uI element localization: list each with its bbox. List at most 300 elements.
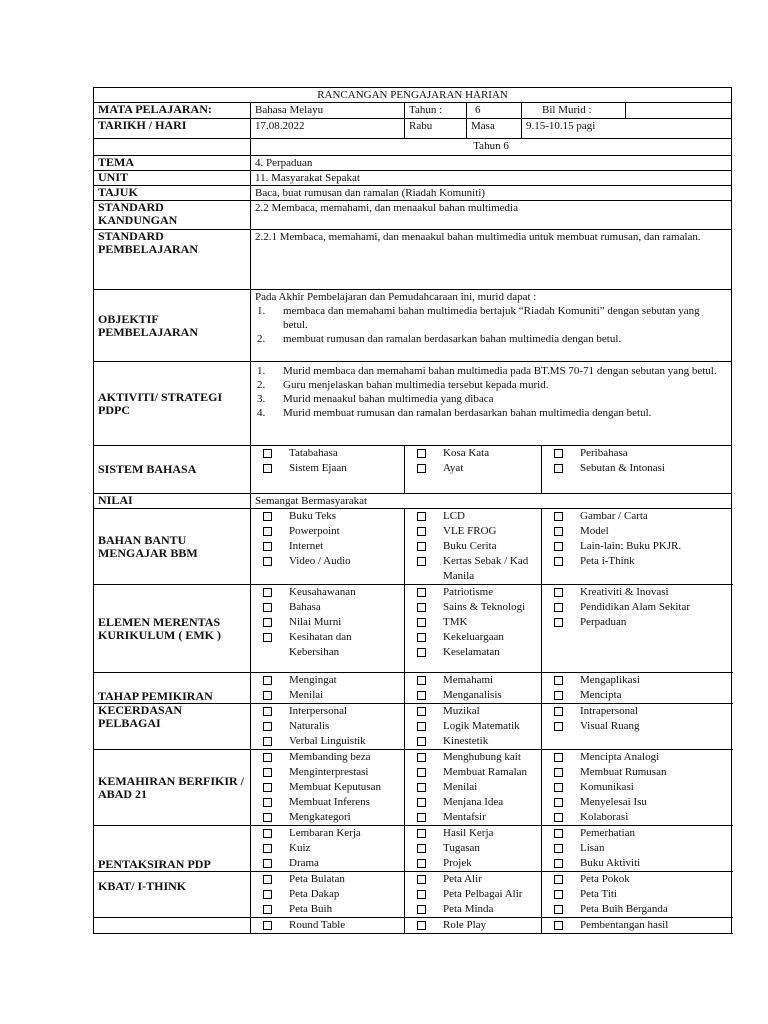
- checkbox-item-menilai[interactable]: [409, 780, 537, 795]
- emk-col1: [251, 585, 405, 673]
- checkbox-icon[interactable]: [417, 691, 426, 700]
- checkbox-item-sebutan-intonasi[interactable]: [546, 461, 727, 476]
- checkbox-label: Keselamatan: [443, 646, 500, 658]
- checkbox-item-kuiz[interactable]: [255, 841, 400, 856]
- checkbox-label: Membuat Inferens: [289, 796, 370, 808]
- aktiviti-item: [255, 378, 727, 392]
- nilai-value: Semangat Bermasyarakat: [251, 494, 732, 509]
- checkbox-icon[interactable]: [554, 588, 563, 597]
- checkbox-item-menginterprestasi[interactable]: [255, 765, 400, 780]
- checkbox-icon[interactable]: [417, 512, 426, 521]
- checkbox-icon[interactable]: [417, 798, 426, 807]
- document-title: RANCANGAN PENGAJARAN HARIAN: [94, 88, 732, 103]
- checkbox-label: Kosa Kata: [443, 447, 490, 459]
- aktiviti-cell: [251, 362, 732, 446]
- checkbox-label: Membuat Rumusan: [580, 766, 667, 778]
- checkbox-label: Intrapersonal: [580, 705, 639, 717]
- checkbox-icon[interactable]: [417, 813, 426, 822]
- kemahiran-label: KEMAHIRAN BERFIKIR / ABAD 21: [94, 750, 251, 826]
- checkbox-icon[interactable]: [417, 527, 426, 536]
- day-value: Rabu: [405, 119, 467, 139]
- checkbox-icon[interactable]: [417, 542, 426, 551]
- checkbox-label: Pembentangan hasil: [580, 919, 669, 931]
- checkbox-label: Memahami: [443, 674, 494, 686]
- checkbox-item-membuat-keputusan[interactable]: [255, 780, 400, 795]
- checkbox-item-naturalis[interactable]: [255, 719, 400, 734]
- checkbox-list: [255, 872, 400, 917]
- checkbox-label: Peta Buih: [289, 903, 333, 915]
- checkbox-label: Menganalisis: [443, 689, 502, 701]
- checkbox-list: [255, 704, 400, 749]
- checkbox-label: Kekeluargaan: [443, 631, 504, 643]
- checkbox-label: Tugasan: [443, 842, 480, 854]
- standard-kandungan-value: 2.2 Membaca, memahami, dan menaakul bahan multimedia: [251, 201, 732, 230]
- checkbox-item-video-audio[interactable]: [255, 554, 400, 569]
- checkbox-list: [546, 918, 727, 933]
- checkbox-icon[interactable]: [263, 618, 272, 627]
- objektif-item: [255, 304, 727, 332]
- extra-strategies-label-blank: [94, 918, 251, 934]
- checkbox-icon[interactable]: [554, 783, 563, 792]
- checkbox-item-mengaplikasi[interactable]: [546, 673, 727, 688]
- checkbox-icon[interactable]: [417, 618, 426, 627]
- checkbox-label: Internet: [289, 540, 324, 552]
- checkbox-icon[interactable]: [417, 753, 426, 762]
- class-label-blank: [94, 139, 251, 156]
- checkbox-item-membanding-beza[interactable]: [255, 750, 400, 765]
- checkbox-item-peribahasa[interactable]: [546, 446, 727, 461]
- checkbox-icon[interactable]: [263, 844, 272, 853]
- checkbox-icon[interactable]: [554, 798, 563, 807]
- extra-strategies-row: [94, 918, 732, 934]
- checkbox-list: [255, 918, 400, 933]
- checkbox-item-kreativiti-inovasi[interactable]: [546, 585, 727, 600]
- checkbox-icon[interactable]: [263, 890, 272, 899]
- checkbox-item-kertas-sebak-kad-manila[interactable]: [409, 554, 537, 584]
- kecerdasan-col2: [405, 704, 542, 750]
- checkbox-list: [409, 509, 537, 584]
- checkbox-list: [546, 673, 727, 703]
- checkbox-item-keselamatan[interactable]: [409, 645, 537, 660]
- checkbox-icon[interactable]: [417, 921, 426, 930]
- bbm-label: BAHAN BANTU MENGAJAR BBM: [94, 509, 251, 585]
- last-row-col3: [542, 918, 732, 934]
- checkbox-item-vle-frog[interactable]: [409, 524, 537, 539]
- checkbox-item-round-table[interactable]: [255, 918, 400, 933]
- checkbox-item-pemerhatian[interactable]: [546, 826, 727, 841]
- date-value: 17.08.2022: [251, 119, 405, 139]
- checkbox-icon[interactable]: [417, 722, 426, 731]
- checkbox-icon[interactable]: [554, 875, 563, 884]
- checkbox-item-menilai[interactable]: [255, 688, 400, 703]
- checkbox-icon[interactable]: [417, 648, 426, 657]
- checkbox-icon[interactable]: [263, 737, 272, 746]
- checkbox-item-model[interactable]: [546, 524, 727, 539]
- checkbox-item-ayat[interactable]: [409, 461, 537, 476]
- checkbox-label: Peribahasa: [580, 447, 628, 459]
- checkbox-list: [255, 509, 400, 569]
- checkbox-label: Menjana Idea: [443, 796, 504, 808]
- checkbox-label: Lisan: [580, 842, 605, 854]
- checkbox-item-buku-cerita[interactable]: [409, 539, 537, 554]
- sistem-bahasa-col1: [251, 446, 405, 494]
- checkbox-icon[interactable]: [417, 829, 426, 838]
- checkbox-label: Peta Alir: [443, 873, 482, 885]
- checkbox-icon[interactable]: [554, 768, 563, 777]
- checkbox-label: Komunikasi: [580, 781, 634, 793]
- checkbox-icon[interactable]: [263, 768, 272, 777]
- checkbox-item-peta-bulatan[interactable]: [255, 872, 400, 887]
- checkbox-list: [255, 446, 400, 476]
- objektif-list: [255, 304, 727, 346]
- checkbox-item-role-play[interactable]: [409, 918, 537, 933]
- checkbox-label: Menghubung kait: [443, 751, 521, 763]
- checkbox-icon[interactable]: [554, 542, 563, 551]
- aktiviti-item-number: 2.: [257, 379, 266, 391]
- checkbox-icon[interactable]: [263, 905, 272, 914]
- objektif-intro: Pada Akhir Pembelajaran dan Pemudahcaraan ini, murid dapat :: [255, 291, 537, 303]
- aktiviti-item: [255, 392, 727, 406]
- checkbox-list: [409, 585, 537, 660]
- checkbox-icon[interactable]: [554, 905, 563, 914]
- pentaksiran-col3: [542, 826, 732, 872]
- aktiviti-item: [255, 406, 727, 420]
- checkbox-icon[interactable]: [263, 464, 272, 473]
- checkbox-icon[interactable]: [554, 921, 563, 930]
- checkbox-label: Mencipta: [580, 689, 622, 701]
- checkbox-icon[interactable]: [263, 921, 272, 930]
- emk-row: [94, 585, 732, 673]
- checkbox-icon[interactable]: [263, 676, 272, 685]
- aktiviti-item-text: Murid membuat rumusan dan ramalan berdasarkan bahan multimedia dengan betul.: [283, 407, 652, 419]
- checkbox-label: Projek: [443, 857, 472, 869]
- checkbox-item-logik-matematik[interactable]: [409, 719, 537, 734]
- aktiviti-item-text: Guru menjelaskan bahan multimedia tersebut kepada murid.: [283, 379, 549, 391]
- checkbox-icon[interactable]: [417, 676, 426, 685]
- checkbox-icon[interactable]: [554, 618, 563, 627]
- aktiviti-item-text: Murid menaakul bahan multimedia yang dibaca: [283, 393, 494, 405]
- checkbox-icon[interactable]: [554, 829, 563, 838]
- checkbox-item-lain-lain-buku-pkjr[interactable]: [546, 539, 727, 554]
- checkbox-label: Model: [580, 525, 609, 537]
- checkbox-item-peta-titi[interactable]: [546, 887, 727, 902]
- checkbox-item-bahasa[interactable]: [255, 600, 400, 615]
- checkbox-item-peta-buih-berganda[interactable]: [546, 902, 727, 917]
- checkbox-item-peta-pelbagai-alir[interactable]: [409, 887, 537, 902]
- checkbox-icon[interactable]: [554, 859, 563, 868]
- tahap-col3: [542, 673, 732, 704]
- checkbox-icon[interactable]: [554, 449, 563, 458]
- bbm-col2: [405, 509, 542, 585]
- checkbox-icon[interactable]: [554, 464, 563, 473]
- objektif-cell: [251, 290, 732, 362]
- kecerdasan-label: KECERDASAN PELBAGAI: [94, 704, 251, 750]
- checkbox-item-visual-ruang[interactable]: [546, 719, 727, 734]
- aktiviti-item-number: 4.: [257, 407, 266, 419]
- checkbox-item-menyelesai-isu[interactable]: [546, 795, 727, 810]
- checkbox-item-mencipta-analogi[interactable]: [546, 750, 727, 765]
- checkbox-icon[interactable]: [554, 557, 563, 566]
- checkbox-icon[interactable]: [417, 905, 426, 914]
- kbat-row: [94, 872, 732, 918]
- checkbox-icon[interactable]: [417, 737, 426, 746]
- sistem-bahasa-label: SISTEM BAHASA: [94, 446, 251, 494]
- checkbox-item-mengingat[interactable]: [255, 673, 400, 688]
- checkbox-item-lcd[interactable]: [409, 509, 537, 524]
- checkbox-icon[interactable]: [263, 753, 272, 762]
- kbat-col3: [542, 872, 732, 918]
- checkbox-item-sains-teknologi[interactable]: [409, 600, 537, 615]
- bbm-col3: [542, 509, 732, 585]
- checkbox-icon[interactable]: [417, 464, 426, 473]
- checkbox-item-gambar-carta[interactable]: [546, 509, 727, 524]
- aktiviti-item: [255, 364, 727, 378]
- checkbox-label: Peta Pokok: [580, 873, 630, 885]
- bil-murid-value: [626, 103, 732, 119]
- standard-pembelajaran-value: 2.2.1 Membaca, memahami, dan menaakul bahan multimedia untuk membuat rumusan, dan ramalan.: [255, 231, 701, 243]
- checkbox-icon[interactable]: [263, 691, 272, 700]
- nilai-label: NILAI: [94, 494, 251, 509]
- checkbox-item-keusahawanan[interactable]: [255, 585, 400, 600]
- checkbox-item-kolaborasi[interactable]: [546, 810, 727, 825]
- checkbox-label: Muzikal: [443, 705, 480, 717]
- checkbox-label: Verbal Linguistik: [289, 735, 366, 747]
- checkbox-item-mencipta[interactable]: [546, 688, 727, 703]
- checkbox-item-patriotisme[interactable]: [409, 585, 537, 600]
- checkbox-icon[interactable]: [263, 707, 272, 716]
- checkbox-label: TMK: [443, 616, 468, 628]
- checkbox-label: Sains & Teknologi: [443, 601, 526, 613]
- checkbox-label: Powerpoint: [289, 525, 340, 537]
- checkbox-label: Membuat Ramalan: [443, 766, 528, 778]
- checkbox-item-buku-teks[interactable]: [255, 509, 400, 524]
- kemahiran-col2: [405, 750, 542, 826]
- checkbox-item-mengkategori[interactable]: [255, 810, 400, 825]
- checkbox-item-mentafsir[interactable]: [409, 810, 537, 825]
- emk-label: ELEMEN MERENTAS KURIKULUM ( EMK ): [94, 585, 251, 673]
- checkbox-item-nilai-murni[interactable]: [255, 615, 400, 630]
- kecerdasan-row: [94, 704, 732, 750]
- checkbox-item-kekeluargaan[interactable]: [409, 630, 537, 645]
- aktiviti-item-number: 3.: [257, 393, 266, 405]
- checkbox-label: Kuiz: [289, 842, 311, 854]
- emk-col2: [405, 585, 542, 673]
- checkbox-icon[interactable]: [417, 449, 426, 458]
- objektif-item: [255, 332, 727, 346]
- checkbox-label: Nilai Murni: [289, 616, 342, 628]
- checkbox-icon[interactable]: [554, 527, 563, 536]
- checkbox-label: Lembaran Kerja: [289, 827, 361, 839]
- checkbox-icon[interactable]: [263, 722, 272, 731]
- checkbox-item-membuat-ramalan[interactable]: [409, 765, 537, 780]
- checkbox-label: Kinestetik: [443, 735, 489, 747]
- checkbox-label: Peta i-Think: [580, 555, 635, 567]
- checkbox-icon[interactable]: [263, 633, 272, 642]
- class-label: Tahun 6: [251, 139, 732, 156]
- checkbox-label: Kertas Sebak / Kad Manila: [443, 555, 529, 582]
- checkbox-item-menganalisis[interactable]: [409, 688, 537, 703]
- checkbox-icon[interactable]: [554, 753, 563, 762]
- checkbox-item-tatabahasa[interactable]: [255, 446, 400, 461]
- masa-label: Masa: [467, 119, 522, 139]
- checkbox-item-hasil-kerja[interactable]: [409, 826, 537, 841]
- checkbox-label: Sebutan & Intonasi: [580, 462, 665, 474]
- checkbox-label: Mengkategori: [289, 811, 351, 823]
- checkbox-icon[interactable]: [263, 813, 272, 822]
- checkbox-label: Interpersonal: [289, 705, 348, 717]
- checkbox-label: Peta Bulatan: [289, 873, 345, 885]
- pentaksiran-row: [94, 826, 732, 872]
- checkbox-item-tmk[interactable]: [409, 615, 537, 630]
- checkbox-list: [546, 826, 727, 871]
- checkbox-item-projek[interactable]: [409, 856, 537, 871]
- checkbox-list: [546, 585, 727, 630]
- checkbox-icon[interactable]: [554, 603, 563, 612]
- emk-col3: [542, 585, 732, 673]
- checkbox-item-verbal-linguistik[interactable]: [255, 734, 400, 749]
- checkbox-item-kosa-kata[interactable]: [409, 446, 537, 461]
- checkbox-label: Buku Aktiviti: [580, 857, 641, 869]
- checkbox-icon[interactable]: [417, 783, 426, 792]
- checkbox-label: Sistem Ejaan: [289, 462, 347, 474]
- kemahiran-col3: [542, 750, 732, 826]
- checkbox-item-tugasan[interactable]: [409, 841, 537, 856]
- last-row-col1: [251, 918, 405, 934]
- checkbox-icon[interactable]: [263, 588, 272, 597]
- checkbox-item-intrapersonal[interactable]: [546, 704, 727, 719]
- checkbox-item-membuat-inferens[interactable]: [255, 795, 400, 810]
- checkbox-label: Mengingat: [289, 674, 337, 686]
- checkbox-icon[interactable]: [554, 691, 563, 700]
- checkbox-label: Membuat Keputusan: [289, 781, 381, 793]
- checkbox-label: Menilai: [443, 781, 478, 793]
- checkbox-item-muzikal[interactable]: [409, 704, 537, 719]
- checkbox-icon[interactable]: [417, 633, 426, 642]
- checkbox-icon[interactable]: [417, 557, 426, 566]
- checkbox-label: Video / Audio: [289, 555, 351, 567]
- checkbox-icon[interactable]: [417, 875, 426, 884]
- checkbox-item-menjana-idea[interactable]: [409, 795, 537, 810]
- checkbox-item-pendidikan-alam-sekitar[interactable]: [546, 600, 727, 615]
- kbat-col1: [251, 872, 405, 918]
- checkbox-icon[interactable]: [263, 875, 272, 884]
- checkbox-icon[interactable]: [263, 512, 272, 521]
- checkbox-icon[interactable]: [263, 603, 272, 612]
- standard-pembelajaran-label: STANDARD PEMBELAJARAN: [94, 230, 251, 290]
- checkbox-label: Round Table: [289, 919, 346, 931]
- checkbox-icon[interactable]: [554, 890, 563, 899]
- checkbox-list: [409, 872, 537, 917]
- checkbox-item-menghubung-kait[interactable]: [409, 750, 537, 765]
- checkbox-icon[interactable]: [417, 707, 426, 716]
- checkbox-item-pembentangan-hasil[interactable]: [546, 918, 727, 933]
- checkbox-icon[interactable]: [554, 813, 563, 822]
- checkbox-icon[interactable]: [263, 859, 272, 868]
- checkbox-icon[interactable]: [417, 588, 426, 597]
- kecerdasan-col1: [251, 704, 405, 750]
- checkbox-icon[interactable]: [263, 829, 272, 838]
- checkbox-item-internet[interactable]: [255, 539, 400, 554]
- checkbox-item-membuat-rumusan[interactable]: [546, 765, 727, 780]
- checkbox-list: [546, 704, 727, 734]
- kemahiran-col1: [251, 750, 405, 826]
- checkbox-icon[interactable]: [263, 798, 272, 807]
- checkbox-label: Gambar / Carta: [580, 510, 648, 522]
- checkbox-item-buku-aktiviti[interactable]: [546, 856, 727, 871]
- checkbox-item-peta-buih[interactable]: [255, 902, 400, 917]
- checkbox-icon[interactable]: [263, 527, 272, 536]
- lesson-plan-document: [93, 87, 731, 934]
- checkbox-label: Peta Titi: [580, 888, 617, 900]
- checkbox-item-peta-alir[interactable]: [409, 872, 537, 887]
- lesson-plan-table: [93, 87, 732, 934]
- checkbox-item-interpersonal[interactable]: [255, 704, 400, 719]
- checkbox-item-kesihatan-dan-kebersihan[interactable]: [255, 630, 400, 660]
- aktiviti-list: [255, 362, 727, 420]
- checkbox-icon[interactable]: [417, 890, 426, 899]
- checkbox-label: Menyelesai Isu: [580, 796, 647, 808]
- checkbox-icon[interactable]: [417, 859, 426, 868]
- checkbox-icon[interactable]: [263, 542, 272, 551]
- checkbox-label: Membanding beza: [289, 751, 371, 763]
- checkbox-label: Mentafsir: [443, 811, 486, 823]
- checkbox-icon[interactable]: [554, 707, 563, 716]
- checkbox-item-komunikasi[interactable]: [546, 780, 727, 795]
- checkbox-label: Keusahawanan: [289, 586, 356, 598]
- checkbox-item-peta-minda[interactable]: [409, 902, 537, 917]
- checkbox-list: [255, 750, 400, 825]
- checkbox-label: Pendidikan Alam Sekitar: [580, 601, 690, 613]
- checkbox-item-perpaduan[interactable]: [546, 615, 727, 630]
- checkbox-label: Menilai: [289, 689, 324, 701]
- checkbox-item-peta-dakap[interactable]: [255, 887, 400, 902]
- checkbox-icon[interactable]: [263, 557, 272, 566]
- tahun-label: Tahun :: [405, 103, 467, 119]
- checkbox-item-sistem-ejaan[interactable]: [255, 461, 400, 476]
- checkbox-item-lembaran-kerja[interactable]: [255, 826, 400, 841]
- checkbox-list: [546, 446, 727, 476]
- subject-label: MATA PELAJARAN:: [94, 103, 251, 119]
- checkbox-item-peta-i-think[interactable]: [546, 554, 727, 569]
- checkbox-label: Role Play: [443, 919, 487, 931]
- checkbox-icon[interactable]: [554, 722, 563, 731]
- checkbox-label: Menginterprestasi: [289, 766, 369, 778]
- checkbox-icon[interactable]: [417, 844, 426, 853]
- checkbox-label: Ayat: [443, 462, 464, 474]
- checkbox-icon[interactable]: [554, 512, 563, 521]
- checkbox-item-drama[interactable]: [255, 856, 400, 871]
- checkbox-item-memahami[interactable]: [409, 673, 537, 688]
- checkbox-icon[interactable]: [554, 676, 563, 685]
- checkbox-item-kinestetik[interactable]: [409, 734, 537, 749]
- checkbox-icon[interactable]: [263, 783, 272, 792]
- checkbox-item-powerpoint[interactable]: [255, 524, 400, 539]
- checkbox-item-lisan[interactable]: [546, 841, 727, 856]
- tajuk-label: TAJUK: [94, 186, 251, 201]
- pentaksiran-col1: [251, 826, 405, 872]
- checkbox-icon[interactable]: [417, 768, 426, 777]
- checkbox-icon[interactable]: [554, 844, 563, 853]
- checkbox-icon[interactable]: [263, 449, 272, 458]
- checkbox-label: Naturalis: [289, 720, 330, 732]
- objektif-item-number: 1.: [257, 305, 266, 317]
- checkbox-icon[interactable]: [417, 603, 426, 612]
- checkbox-label: Pemerhatian: [580, 827, 635, 839]
- checkbox-label: Visual Ruang: [580, 720, 640, 732]
- date-label: TARIKH / HARI: [94, 119, 251, 139]
- checkbox-label: Bahasa: [289, 601, 321, 613]
- checkbox-item-peta-pokok[interactable]: [546, 872, 727, 887]
